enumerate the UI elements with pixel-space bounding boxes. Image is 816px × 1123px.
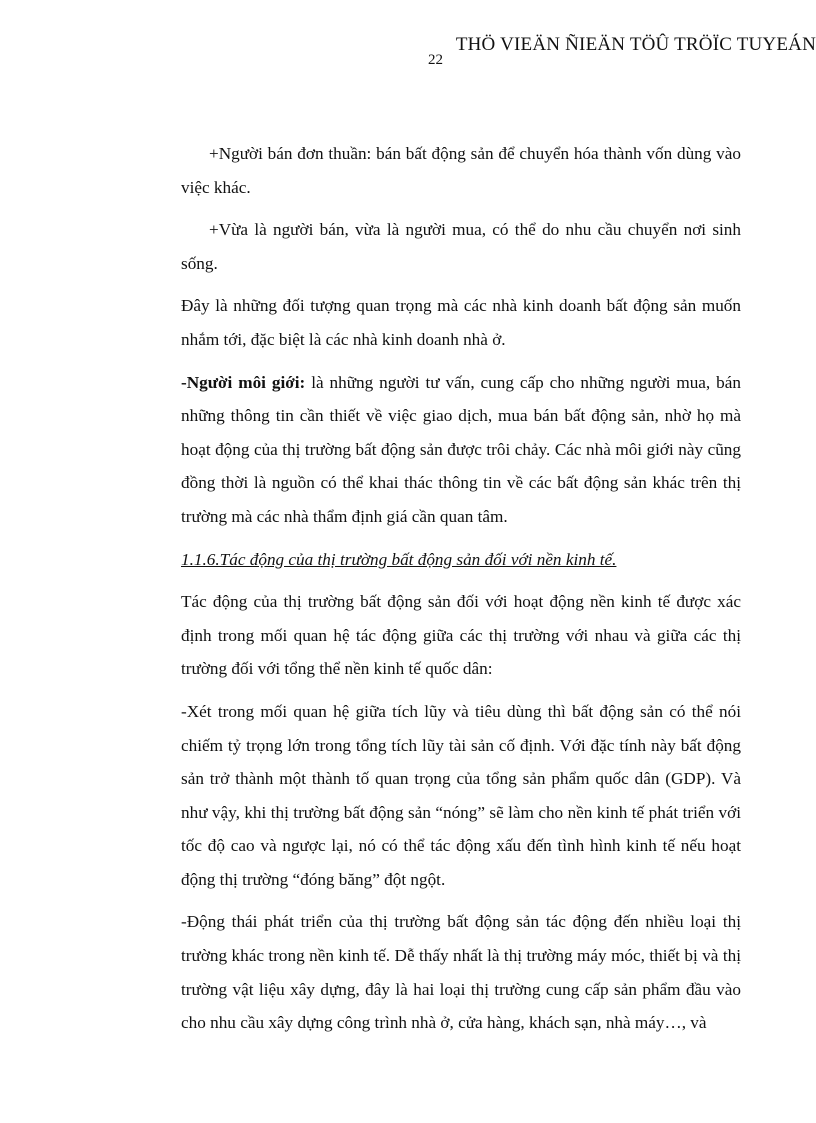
paragraph-accumulation: -Xét trong mối quan hệ giữa tích lũy và tiêu dùng thì bất động sản có thể nói chiếm tỷ trọng lớn trong tổng tích lũy tài sản cố định. Với đặc tính này bất động sản trở thành một thành tố quan trọng của tổng sản phẩm quốc dân (GDP). Và như vậy, khi thị trường bất động sản “nóng” sẽ làm cho nền kinh tế phát triển với tốc độ cao và ngược lại, nó có thể tác động xấu đến tình hình kinh tế nếu hoạt động thị trường “đóng băng” đột ngột. [181, 701, 741, 889]
paragraph-broker [181, 366, 741, 534]
paragraph-impact-intro: Tác động của thị trường bất động sản đối với hoạt động nền kinh tế được xác định trong mối quan hệ tác động giữa các thị trường với nhau và giữa các thị trường đối với tổng thể nền kinh tế quốc dân: [181, 592, 741, 679]
paragraph-seller-buyer: +Vừa là người bán, vừa là người mua, có thể do nhu cầu chuyển nơi sinh sống. [181, 220, 741, 273]
section-heading: 1.1.6.Tác động của thị trường bất động sản đối với nền kinh tế. [181, 549, 617, 569]
broker-term: -Người môi giới: [181, 372, 306, 392]
document-body [181, 137, 741, 1049]
page-number: 22 [428, 52, 443, 68]
paragraph-market-dynamics: -Động thái phát triển của thị trường bất động sản tác động đến nhiều loại thị trường khác trong nền kinh tế. Dễ thấy nhất là thị trường máy móc, thiết bị và thị trường vật liệu xây dựng, đây là hai loại thị trường cung cấp sản phẩm đầu vào cho nhu cầu xây dựng công trình nhà ở, cửa hàng, khách sạn, nhà máy…, và [181, 912, 741, 1033]
header-title: THÖ VIEÄN ÑIEÄN TÖÛ TRÖÏC TUYEÁN [455, 34, 816, 55]
page-header [0, 30, 816, 70]
paragraph-target-audience: Đây là những đối tượng quan trọng mà các nhà kinh doanh bất động sản muốn nhắm tới, đặc biệt là các nhà kinh doanh nhà ở. [181, 296, 741, 349]
broker-description: là những người tư vấn, cung cấp cho những người mua, bán những thông tin cần thiết về việc giao dịch, mua bán bất động sản, nhờ họ mà hoạt động của thị trường bất động sản được trôi chảy. Các nhà môi giới này cũng đồng thời là nguồn có thể khai thác thông tin về các bất động sản khác trên thị trường mà các nhà thẩm định giá cần quan tâm. [181, 372, 741, 526]
paragraph-seller-pure: +Người bán đơn thuần: bán bất động sản để chuyển hóa thành vốn dùng vào việc khác. [181, 144, 741, 197]
